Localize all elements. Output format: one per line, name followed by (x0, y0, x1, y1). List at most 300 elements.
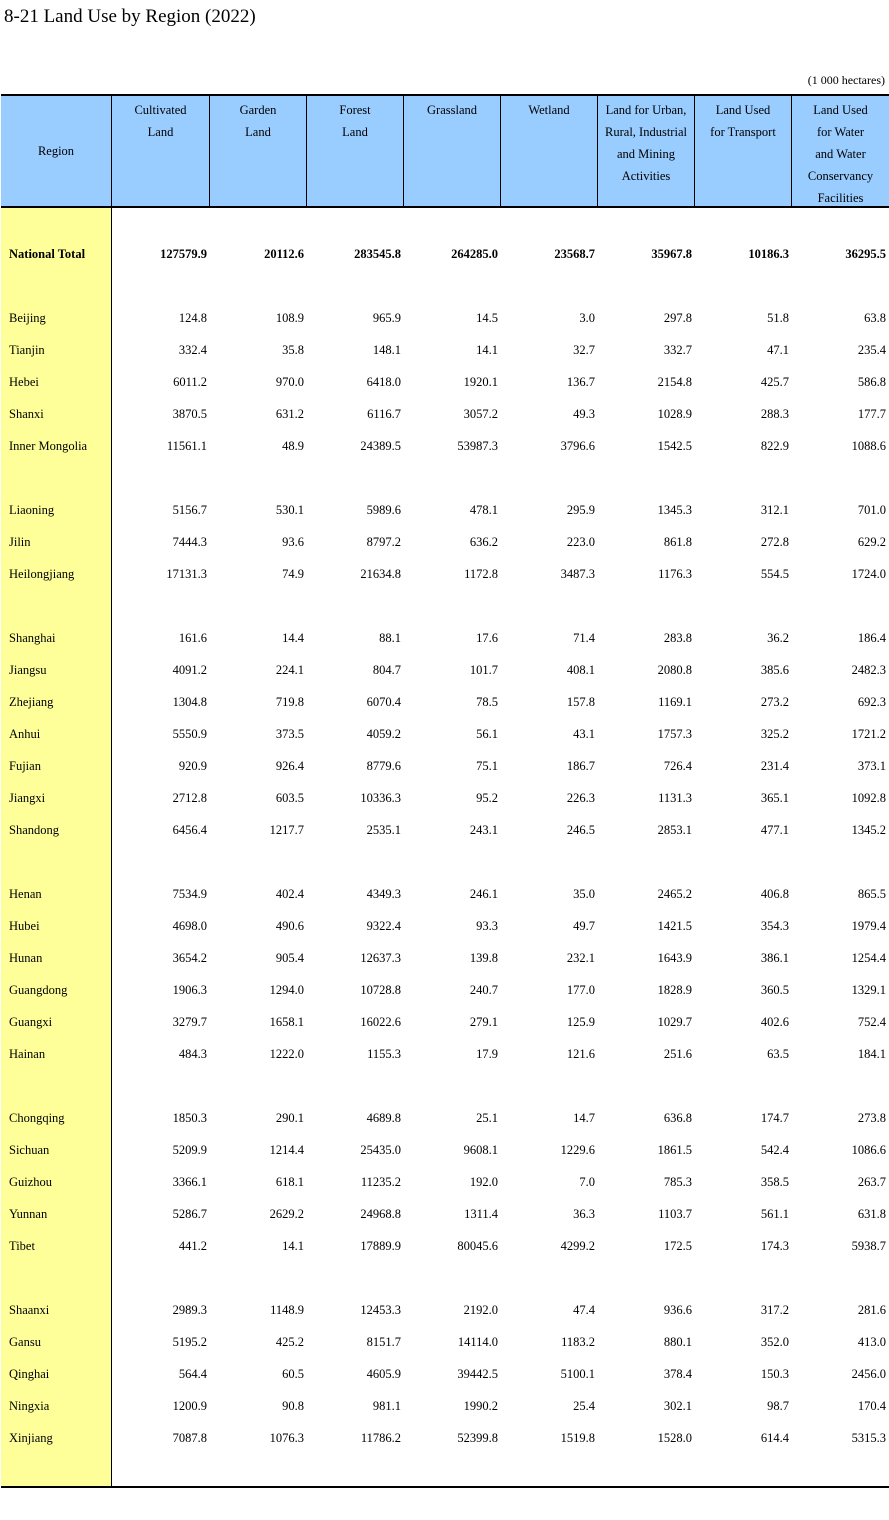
cell-grassland: 1311.4 (464, 1207, 498, 1221)
cell-transport: 354.3 (760, 919, 789, 933)
cell-transport: 47.1 (767, 343, 789, 357)
cell-urban-rural-industrial-mining: 251.6 (663, 1047, 692, 1061)
cell-cultivated-land: 3654.2 (172, 951, 207, 965)
cell-wetland: 157.8 (566, 695, 595, 709)
cell-transport: 174.7 (760, 1111, 789, 1125)
table-row (1, 334, 889, 366)
cell-water-conservancy: 1088.6 (851, 439, 886, 453)
cell-water-conservancy: 263.7 (857, 1175, 886, 1189)
header-line: Garden (239, 103, 277, 117)
cell-water-conservancy: 631.8 (857, 1207, 886, 1221)
cell-transport: 386.1 (760, 951, 789, 965)
cell-urban-rural-industrial-mining: 2853.1 (657, 823, 692, 837)
cell-grassland: 52399.8 (457, 1431, 498, 1445)
cell-wetland: 136.7 (566, 375, 595, 389)
header-line: and Mining (617, 147, 675, 161)
cell-garden-land: 530.1 (275, 503, 304, 517)
cell-water-conservancy: 5315.3 (851, 1431, 886, 1445)
region-name: Hunan (9, 951, 43, 965)
header-line: Forest (339, 103, 371, 117)
cell-wetland: 14.7 (573, 1111, 595, 1125)
cell-water-conservancy: 1092.8 (851, 791, 886, 805)
cell-urban-rural-industrial-mining: 1169.1 (658, 695, 692, 709)
cell-garden-land: 35.8 (282, 343, 304, 357)
region-name: Hebei (9, 375, 39, 389)
cell-garden-land: 402.4 (275, 887, 304, 901)
cell-forest-land: 981.1 (372, 1399, 401, 1413)
cell-grassland: 17.9 (476, 1047, 498, 1061)
cell-wetland: 47.4 (573, 1303, 595, 1317)
region-name: Gansu (9, 1335, 41, 1349)
cell-transport: 98.7 (767, 1399, 789, 1413)
cell-urban-rural-industrial-mining: 861.8 (663, 535, 692, 549)
table-row (1, 366, 889, 398)
header-line: Wetland (528, 103, 570, 117)
cell-urban-rural-industrial-mining: 378.4 (663, 1367, 692, 1381)
cell-wetland: 32.7 (573, 343, 595, 357)
cell-urban-rural-industrial-mining: 636.8 (663, 1111, 692, 1125)
cell-urban-rural-industrial-mining: 1528.0 (657, 1431, 692, 1445)
header-line: Land Used (715, 103, 771, 117)
cell-wetland: 246.5 (566, 823, 595, 837)
cell-forest-land: 4689.8 (366, 1111, 401, 1125)
cell-transport: 385.6 (760, 663, 789, 677)
cell-wetland: 1183.2 (561, 1335, 595, 1349)
table-row (1, 1038, 889, 1070)
cell-transport: 272.8 (760, 535, 789, 549)
cell-transport: 36.2 (767, 631, 789, 645)
table-row (1, 910, 889, 942)
region-name: Jiangxi (9, 791, 46, 805)
cell-cultivated-land: 5286.7 (172, 1207, 207, 1221)
cell-wetland: 5100.1 (560, 1367, 595, 1381)
cell-water-conservancy: 281.6 (857, 1303, 886, 1317)
region-name: National Total (9, 247, 86, 261)
header-forest-land (306, 96, 403, 206)
region-name: Shandong (9, 823, 59, 837)
cell-grassland: 14.1 (476, 343, 498, 357)
table-row (1, 718, 889, 750)
cell-wetland: 25.4 (573, 1399, 595, 1413)
cell-water-conservancy: 1329.1 (851, 983, 886, 997)
cell-cultivated-land: 2712.8 (172, 791, 207, 805)
cell-garden-land: 1148.9 (270, 1303, 304, 1317)
header-line: Land (342, 125, 368, 139)
cell-garden-land: 425.2 (275, 1335, 304, 1349)
table-row (1, 750, 889, 782)
cell-forest-land: 6116.7 (367, 407, 401, 421)
cell-cultivated-land: 5195.2 (172, 1335, 207, 1349)
table-bottom-rule (1, 1486, 889, 1488)
cell-water-conservancy: 586.8 (857, 375, 886, 389)
cell-garden-land: 373.5 (275, 727, 304, 741)
cell-grassland: 39442.5 (457, 1367, 498, 1381)
cell-grassland: 14.5 (476, 311, 498, 325)
cell-wetland: 226.3 (566, 791, 595, 805)
header-line: for Transport (710, 125, 776, 139)
cell-water-conservancy: 2456.0 (851, 1367, 886, 1381)
header-wetland (500, 96, 597, 206)
table-row (1, 558, 889, 590)
cell-garden-land: 20112.6 (264, 247, 304, 261)
cell-garden-land: 1214.4 (269, 1143, 304, 1157)
region-name: Inner Mongolia (9, 439, 88, 453)
header-line: Grassland (427, 103, 477, 117)
table-row (1, 782, 889, 814)
region-name: Heilongjiang (9, 567, 75, 581)
land-use-table (1, 94, 889, 1488)
cell-water-conservancy: 1086.6 (851, 1143, 886, 1157)
region-name: Shanghai (9, 631, 56, 645)
cell-transport: 425.7 (760, 375, 789, 389)
table-row (1, 1390, 889, 1422)
cell-wetland: 43.1 (573, 727, 595, 741)
table-row (1, 942, 889, 974)
cell-cultivated-land: 3870.5 (172, 407, 207, 421)
cell-grassland: 25.1 (476, 1111, 498, 1125)
cell-wetland: 35.0 (573, 887, 595, 901)
cell-garden-land: 74.9 (282, 567, 304, 581)
header-cultivated-land (112, 96, 209, 206)
cell-grassland: 264285.0 (451, 247, 498, 261)
cell-cultivated-land: 11561.1 (166, 439, 207, 453)
cell-transport: 554.5 (760, 567, 789, 581)
cell-grassland: 192.0 (469, 1175, 498, 1189)
cell-wetland: 71.4 (573, 631, 595, 645)
cell-cultivated-land: 161.6 (178, 631, 207, 645)
region-name: Fujian (9, 759, 41, 773)
cell-cultivated-land: 6011.2 (173, 375, 207, 389)
cell-urban-rural-industrial-mining: 936.6 (663, 1303, 692, 1317)
cell-wetland: 223.0 (566, 535, 595, 549)
table-row (1, 1198, 889, 1230)
header-line: Activities (621, 169, 671, 183)
cell-urban-rural-industrial-mining: 283.8 (663, 631, 692, 645)
cell-wetland: 23568.7 (554, 247, 595, 261)
cell-urban-rural-industrial-mining: 1029.7 (657, 1015, 692, 1029)
cell-cultivated-land: 3366.1 (172, 1175, 207, 1189)
cell-forest-land: 11235.2 (360, 1175, 401, 1189)
region-name: Tianjin (9, 343, 45, 357)
cell-water-conservancy: 5938.7 (851, 1239, 886, 1253)
table-row (1, 1230, 889, 1262)
cell-transport: 542.4 (760, 1143, 789, 1157)
cell-transport: 406.8 (760, 887, 789, 901)
cell-transport: 614.4 (760, 1431, 789, 1445)
cell-cultivated-land: 5209.9 (172, 1143, 207, 1157)
cell-urban-rural-industrial-mining: 1828.9 (657, 983, 692, 997)
cell-wetland: 186.7 (566, 759, 595, 773)
cell-cultivated-land: 127579.9 (160, 247, 207, 261)
cell-urban-rural-industrial-mining: 172.5 (663, 1239, 692, 1253)
cell-cultivated-land: 4091.2 (172, 663, 207, 677)
cell-transport: 10186.3 (748, 247, 789, 261)
region-name: Guangxi (9, 1015, 53, 1029)
cell-forest-land: 283545.8 (354, 247, 401, 261)
region-name: Zhejiang (9, 695, 54, 709)
cell-transport: 477.1 (760, 823, 789, 837)
cell-cultivated-land: 1850.3 (172, 1111, 207, 1125)
table-row (1, 1326, 889, 1358)
cell-grassland: 53987.3 (457, 439, 498, 453)
header-line: Cultivated (134, 103, 187, 117)
cell-urban-rural-industrial-mining: 1421.5 (657, 919, 692, 933)
cell-forest-land: 24968.8 (360, 1207, 401, 1221)
cell-garden-land: 719.8 (275, 695, 304, 709)
cell-water-conservancy: 629.2 (857, 535, 886, 549)
cell-urban-rural-industrial-mining: 1176.3 (658, 567, 692, 581)
cell-grassland: 17.6 (476, 631, 498, 645)
header-water-conservancy (791, 96, 889, 206)
cell-urban-rural-industrial-mining: 297.8 (663, 311, 692, 325)
cell-cultivated-land: 5156.7 (172, 503, 207, 517)
cell-cultivated-land: 1906.3 (172, 983, 207, 997)
cell-garden-land: 90.8 (282, 1399, 304, 1413)
table-header (1, 94, 889, 208)
cell-garden-land: 2629.2 (269, 1207, 304, 1221)
cell-forest-land: 12637.3 (360, 951, 401, 965)
region-name: Shaanxi (9, 1303, 50, 1317)
cell-urban-rural-industrial-mining: 726.4 (663, 759, 692, 773)
region-name: Jilin (9, 535, 31, 549)
cell-transport: 402.6 (760, 1015, 789, 1029)
cell-garden-land: 290.1 (275, 1111, 304, 1125)
table-row (1, 430, 889, 462)
cell-garden-land: 1217.7 (269, 823, 304, 837)
cell-garden-land: 926.4 (275, 759, 304, 773)
cell-wetland: 1519.8 (560, 1431, 595, 1445)
cell-cultivated-land: 920.9 (178, 759, 207, 773)
cell-grassland: 2192.0 (463, 1303, 498, 1317)
cell-water-conservancy: 2482.3 (851, 663, 886, 677)
cell-water-conservancy: 701.0 (857, 503, 886, 517)
cell-cultivated-land: 1200.9 (172, 1399, 207, 1413)
cell-urban-rural-industrial-mining: 332.7 (663, 343, 692, 357)
cell-forest-land: 804.7 (372, 663, 401, 677)
cell-cultivated-land: 124.8 (178, 311, 207, 325)
page-title: 8-21 Land Use by Region (2022) (4, 6, 256, 27)
cell-water-conservancy: 373.1 (857, 759, 886, 773)
cell-cultivated-land: 441.2 (178, 1239, 207, 1253)
cell-water-conservancy: 413.0 (857, 1335, 886, 1349)
cell-water-conservancy: 235.4 (857, 343, 886, 357)
cell-garden-land: 93.6 (282, 535, 304, 549)
table-row (1, 1134, 889, 1166)
cell-transport: 63.5 (767, 1047, 789, 1061)
header-line: for Water (816, 125, 864, 139)
cell-forest-land: 5989.6 (366, 503, 401, 517)
cell-water-conservancy: 186.4 (857, 631, 886, 645)
table-row (1, 622, 889, 654)
header-line: Facilities (817, 191, 864, 205)
cell-wetland: 125.9 (566, 1015, 595, 1029)
cell-forest-land: 10728.8 (360, 983, 401, 997)
table-row (1, 398, 889, 430)
region-name: Henan (9, 887, 42, 901)
cell-forest-land: 6070.4 (366, 695, 401, 709)
cell-forest-land: 2535.1 (366, 823, 401, 837)
cell-wetland: 177.0 (566, 983, 595, 997)
cell-urban-rural-industrial-mining: 35967.8 (651, 247, 692, 261)
cell-garden-land: 1658.1 (269, 1015, 304, 1029)
header-line: Land (245, 125, 271, 139)
cell-cultivated-land: 17131.3 (166, 567, 207, 581)
cell-forest-land: 16022.6 (360, 1015, 401, 1029)
cell-cultivated-land: 4698.0 (172, 919, 207, 933)
region-name: Guangdong (9, 983, 68, 997)
cell-cultivated-land: 2989.3 (172, 1303, 207, 1317)
cell-urban-rural-industrial-mining: 1103.7 (658, 1207, 692, 1221)
table-row (1, 494, 889, 526)
cell-grassland: 78.5 (476, 695, 498, 709)
cell-garden-land: 48.9 (282, 439, 304, 453)
cell-wetland: 295.9 (566, 503, 595, 517)
header-garden-land (209, 96, 306, 206)
cell-forest-land: 25435.0 (360, 1143, 401, 1157)
cell-grassland: 636.2 (469, 535, 498, 549)
region-name: Tibet (9, 1239, 35, 1253)
cell-forest-land: 9322.4 (366, 919, 401, 933)
header-line: Land (147, 125, 174, 139)
cell-transport: 360.5 (760, 983, 789, 997)
cell-grassland: 246.1 (469, 887, 498, 901)
cell-forest-land: 148.1 (372, 343, 401, 357)
table-row (1, 1294, 889, 1326)
region-name: Xinjiang (9, 1431, 53, 1445)
cell-grassland: 279.1 (469, 1015, 498, 1029)
region-name: Anhui (9, 727, 41, 741)
cell-forest-land: 6418.0 (366, 375, 401, 389)
cell-garden-land: 603.5 (275, 791, 304, 805)
table-row (1, 814, 889, 846)
region-name: Hubei (9, 919, 40, 933)
cell-grassland: 80045.6 (457, 1239, 498, 1253)
cell-forest-land: 12453.3 (360, 1303, 401, 1317)
cell-wetland: 36.3 (573, 1207, 595, 1221)
cell-garden-land: 1222.0 (269, 1047, 304, 1061)
table-row (1, 1006, 889, 1038)
cell-garden-land: 905.4 (275, 951, 304, 965)
region-name: Hainan (9, 1047, 46, 1061)
cell-water-conservancy: 177.7 (857, 407, 886, 421)
cell-grassland: 56.1 (476, 727, 498, 741)
cell-urban-rural-industrial-mining: 1643.9 (657, 951, 692, 965)
cell-urban-rural-industrial-mining: 1542.5 (657, 439, 692, 453)
cell-water-conservancy: 1254.4 (851, 951, 886, 965)
cell-garden-land: 970.0 (275, 375, 304, 389)
cell-forest-land: 1155.3 (367, 1047, 401, 1061)
cell-forest-land: 4349.3 (366, 887, 401, 901)
table-row (1, 1166, 889, 1198)
cell-transport: 365.1 (760, 791, 789, 805)
cell-grassland: 1990.2 (463, 1399, 498, 1413)
header-line: Land for Urban, (605, 103, 687, 117)
cell-transport: 150.3 (760, 1367, 789, 1381)
table-row (1, 302, 889, 334)
cell-wetland: 3.0 (579, 311, 595, 325)
cell-forest-land: 17889.9 (360, 1239, 401, 1253)
cell-wetland: 121.6 (566, 1047, 595, 1061)
cell-water-conservancy: 170.4 (857, 1399, 886, 1413)
cell-water-conservancy: 1724.0 (851, 567, 886, 581)
cell-water-conservancy: 752.4 (857, 1015, 886, 1029)
cell-forest-land: 8151.7 (366, 1335, 401, 1349)
header-line: Rural, Industrial (605, 125, 687, 139)
cell-garden-land: 14.4 (282, 631, 304, 645)
cell-cultivated-land: 564.4 (178, 1367, 207, 1381)
cell-transport: 352.0 (760, 1335, 789, 1349)
cell-forest-land: 965.9 (372, 311, 401, 325)
header-line: Land Used (813, 103, 868, 117)
region-name: Jiangsu (9, 663, 47, 677)
cell-garden-land: 108.9 (275, 311, 304, 325)
cell-wetland: 3796.6 (560, 439, 595, 453)
cell-garden-land: 631.2 (275, 407, 304, 421)
region-name: Shanxi (9, 407, 44, 421)
cell-transport: 51.8 (767, 311, 789, 325)
cell-forest-land: 8779.6 (366, 759, 401, 773)
cell-water-conservancy: 1979.4 (851, 919, 886, 933)
header-region: Region (1, 96, 112, 206)
cell-water-conservancy: 184.1 (857, 1047, 886, 1061)
cell-garden-land: 60.5 (282, 1367, 304, 1381)
header-line: and Water (815, 147, 866, 161)
cell-cultivated-land: 5550.9 (172, 727, 207, 741)
header-grassland (403, 96, 500, 206)
national-total-row (1, 238, 889, 270)
cell-grassland: 14114.0 (457, 1335, 498, 1349)
cell-cultivated-land: 7534.9 (172, 887, 207, 901)
cell-wetland: 408.1 (566, 663, 595, 677)
cell-transport: 358.5 (760, 1175, 789, 1189)
cell-transport: 312.1 (760, 503, 789, 517)
cell-garden-land: 1294.0 (269, 983, 304, 997)
cell-cultivated-land: 484.3 (178, 1047, 207, 1061)
cell-forest-land: 21634.8 (360, 567, 401, 581)
cell-grassland: 240.7 (469, 983, 498, 997)
cell-grassland: 478.1 (469, 503, 498, 517)
cell-wetland: 3487.3 (560, 567, 595, 581)
cell-grassland: 1172.8 (464, 567, 498, 581)
cell-wetland: 49.7 (573, 919, 595, 933)
cell-garden-land: 14.1 (282, 1239, 304, 1253)
cell-urban-rural-industrial-mining: 785.3 (663, 1175, 692, 1189)
table-row (1, 974, 889, 1006)
cell-water-conservancy: 692.3 (857, 695, 886, 709)
cell-transport: 174.3 (760, 1239, 789, 1253)
table-row (1, 1422, 889, 1454)
cell-cultivated-land: 1304.8 (172, 695, 207, 709)
cell-wetland: 1229.6 (560, 1143, 595, 1157)
table-row (1, 686, 889, 718)
table-row (1, 878, 889, 910)
cell-urban-rural-industrial-mining: 1345.3 (657, 503, 692, 517)
cell-urban-rural-industrial-mining: 880.1 (663, 1335, 692, 1349)
cell-urban-rural-industrial-mining: 1757.3 (657, 727, 692, 741)
cell-wetland: 232.1 (566, 951, 595, 965)
cell-grassland: 101.7 (469, 663, 498, 677)
cell-cultivated-land: 7087.8 (172, 1431, 207, 1445)
cell-transport: 822.9 (760, 439, 789, 453)
cell-water-conservancy: 865.5 (857, 887, 886, 901)
cell-cultivated-land: 7444.3 (172, 535, 207, 549)
header-urban-rural-industrial-mining (597, 96, 694, 206)
cell-transport: 231.4 (760, 759, 789, 773)
cell-transport: 273.2 (760, 695, 789, 709)
cell-grassland: 1920.1 (463, 375, 498, 389)
cell-grassland: 139.8 (469, 951, 498, 965)
cell-forest-land: 4059.2 (366, 727, 401, 741)
